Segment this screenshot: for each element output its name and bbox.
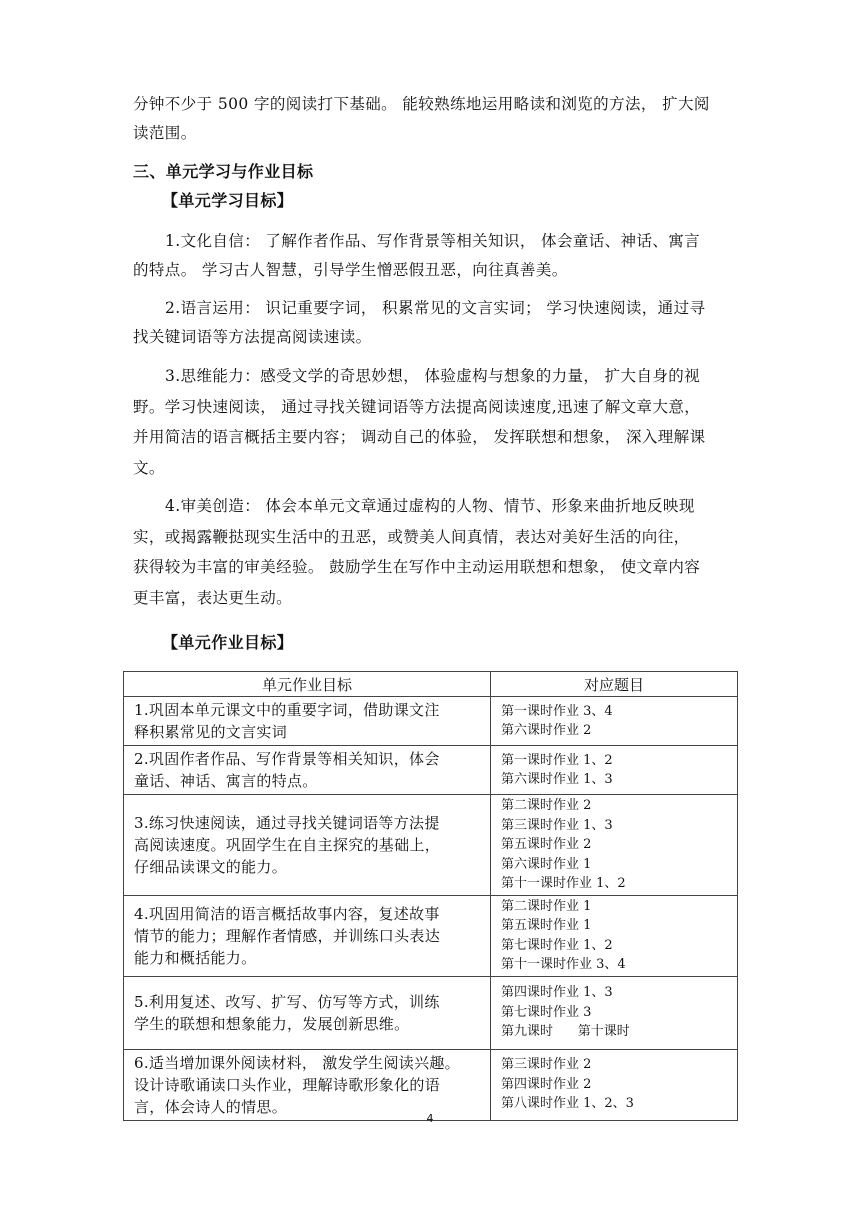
text-line: 4.巩固用简洁的语言概括故事内容，复述故事 [134,904,440,923]
text-line: 文。 [133,458,165,477]
text-line: 获得较为丰富的审美经验。 鼓励学生在写作中主动运用联想和想象， 使文章内容 [133,558,701,576]
goal-cell [124,1049,491,1120]
text-line: 第七课时作业 3 [501,1004,592,1020]
text-line: 5.利用复述、改写、扩写、仿写等方式，训练 [134,992,440,1011]
learning-goal-1 [133,227,738,285]
text-line: 找关键词语等方法提高阅读速读。 [133,328,372,346]
text-line: 言，体会诗人的情思。 [134,1097,288,1116]
goal-cell [124,795,491,896]
table-row [124,1049,738,1120]
table-row [124,697,738,746]
text-line: 能力和概括能力。 [134,948,257,967]
text-line: 第十一课时作业 3、4 [501,957,626,972]
text-line: 第一课时作业 1、2 [501,752,613,768]
column-header-goal: 单元作业目标 [124,672,491,697]
text-line: 第十一课时作业 1、2 [501,876,626,891]
text-line: 2.语言运用： 识记重要字词， 积累常见的文言实词； 学习快速阅读，通过寻 [165,299,706,317]
text-line: 2.巩固作者作品、写作背景等相关知识，体会 [134,750,440,768]
text-line: 第三课时作业 1、3 [501,817,613,833]
items-cell [491,976,738,1049]
text-line: 第八课时作业 1、2、3 [501,1096,634,1112]
text-line: 1.巩固本单元课文中的重要字词，借助课文注 [134,701,440,719]
table-header-row [124,672,738,697]
items-cell [491,795,738,896]
items-cell [491,895,738,976]
text-line: 实，或揭露鞭挞现实生活中的丑恶，或赞美人间真情，表达对美好生活的向往， [133,527,690,546]
table-row [124,795,738,896]
text-line: 第四课时作业 1、3 [501,985,613,1001]
homework-goals-table [123,671,738,1121]
intro-paragraph [133,90,733,148]
text-line: 的特点。 学习古人智慧，引导学生憎恶假丑恶，向往真善美。 [133,261,568,279]
text-line: 第九课时 第十课时 [501,1024,630,1040]
text-line: 童话、神话、寓言的特点。 [134,772,318,790]
text-line: 第三课时作业 2 [501,1057,592,1073]
text-line: 第四课时作业 2 [501,1076,592,1092]
text-line: 1.文化自信： 了解作者作品、写作背景等相关知识， 体会童话、神话、寓言 [165,232,701,250]
text-line: 第六课时作业 2 [501,723,592,738]
text-line: 第五课时作业 1 [501,918,592,933]
items-cell [491,697,738,746]
text-line: 第六课时作业 1、3 [501,772,613,787]
text-line: 仔细品读课文的能力。 [134,857,288,876]
goal-cell [124,697,491,746]
learning-goal-3 [133,361,738,483]
page-number: 4 [426,1112,434,1125]
text-line: 更丰富，表达更生动。 [133,588,293,607]
section-heading: 三、单元学习与作业目标 [133,162,314,181]
items-cell [491,1049,738,1120]
text-line: 第七课时作业 1、2 [501,937,613,953]
text-line: 情节的能力；理解作者情感，并训练口头表达 [134,926,441,945]
goal-cell [124,895,491,976]
table-row [124,976,738,1049]
text-line: 第一课时作业 3、4 [501,703,613,719]
text-line: 第二课时作业 1 [501,898,592,914]
learning-goals-heading: 【单元学习目标】 [162,191,294,210]
goal-cell [124,746,491,795]
text-line: 3.思维能力：感受文学的奇思妙想， 体验虚构与想象的力量， 扩大自身的视 [165,367,701,385]
text-line: 并用简洁的语言概括主要内容； 调动自己的体验， 发挥联想和想象， 深入理解课 [133,428,706,446]
column-header-items: 对应题目 [491,672,738,697]
text-line: 第六课时作业 1 [501,856,592,872]
text-line: 第二课时作业 2 [501,798,592,813]
text-line: 读范围。 [133,124,197,142]
text-line: 高阅读速度。巩固学生在自主探究的基础上， [134,835,441,854]
text-line: 设计诗歌诵读口头作业，理解诗歌形象化的语 [134,1075,441,1094]
homework-goals-heading: 【单元作业目标】 [162,633,294,652]
text-line: 野。学习快速阅读， 通过寻找关键词语等方法提高阅读速度,迅速了解文章大意， [133,397,701,416]
table-row [124,895,738,976]
text-line: 学生的联想和想象能力，发展创新思维。 [134,1014,410,1033]
text-line: 4.审美创造： 体会本单元文章通过虚构的人物、情节、形象来曲折地反映现 [165,497,695,515]
goal-cell [124,976,491,1049]
text-line: 分钟不少于 500 字的阅读打下基础。 能较熟练地运用略读和浏览的方法， 扩大阅 [133,95,710,113]
learning-goal-2 [133,294,738,352]
items-cell [491,746,738,795]
text-line: 释积累常见的文言实词 [134,723,288,741]
text-line: 3.练习快速阅读，通过寻找关键词语等方法提 [134,813,440,832]
text-line: 第五课时作业 2 [501,837,592,852]
text-line: 6.适当增加课外阅读材料， 激发学生阅读兴趣。 [134,1053,460,1072]
learning-goal-4 [133,491,738,613]
table-row [124,746,738,795]
